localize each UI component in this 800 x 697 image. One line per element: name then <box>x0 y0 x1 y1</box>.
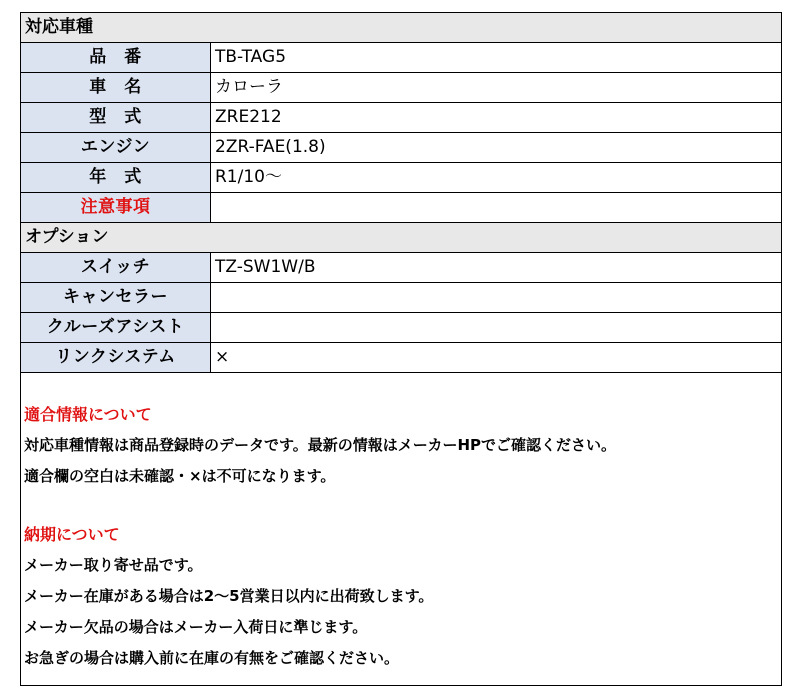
row-label-model-year: 年 式 <box>21 163 211 193</box>
row-label-engine: エンジン <box>21 133 211 163</box>
row-label-link-system: リンクシステム <box>21 343 211 373</box>
table-row <box>21 193 782 223</box>
row-value-notes <box>211 193 782 223</box>
spacer <box>24 492 774 519</box>
table-row <box>21 133 782 163</box>
table-row <box>21 283 782 313</box>
row-label-car-name: 車 名 <box>21 73 211 103</box>
delivery-line: メーカー取り寄せ品です。 <box>24 556 203 574</box>
row-label-canceller: キャンセラー <box>21 283 211 313</box>
row-value-engine: 2ZR-FAE(1.8) <box>211 133 782 163</box>
section-row-vehicle <box>21 13 782 43</box>
row-value-switch: TZ-SW1W/B <box>211 253 782 283</box>
section-title-options: オプション <box>21 223 782 253</box>
delivery-line: お急ぎの場合は購入前に在庫の有無をご確認ください。 <box>24 649 400 667</box>
row-value-model-code: ZRE212 <box>211 103 782 133</box>
table-row <box>21 43 782 73</box>
table-row <box>21 73 782 103</box>
section-title-vehicle: 対応車種 <box>21 13 782 43</box>
table-row <box>21 343 782 373</box>
section-row-options <box>21 223 782 253</box>
table-row <box>21 313 782 343</box>
row-value-part-number: TB-TAG5 <box>211 43 782 73</box>
compat-line: 適合欄の空白は未確認・×は不可になります。 <box>24 467 336 485</box>
row-value-cruise-assist <box>211 313 782 343</box>
delivery-heading: 納期について <box>24 525 120 544</box>
row-value-car-name: カローラ <box>211 73 782 103</box>
spec-table <box>20 12 782 373</box>
row-label-switch: スイッチ <box>21 253 211 283</box>
row-label-notes: 注意事項 <box>21 193 211 223</box>
delivery-line: メーカー欠品の場合はメーカー入荷日に準じます。 <box>24 618 368 636</box>
table-row <box>21 253 782 283</box>
row-value-canceller <box>211 283 782 313</box>
row-value-link-system: × <box>211 343 782 373</box>
delivery-line: メーカー在庫がある場合は2〜5営業日以内に出荷致します。 <box>24 587 434 605</box>
table-row <box>21 163 782 193</box>
row-label-model-code: 型 式 <box>21 103 211 133</box>
row-label-cruise-assist: クルーズアシスト <box>21 313 211 343</box>
row-value-model-year: R1/10〜 <box>211 163 782 193</box>
compat-line: 対応車種情報は商品登録時のデータです。最新の情報はメーカーHPでご確認ください。 <box>24 436 617 454</box>
compat-heading: 適合情報について <box>24 405 152 424</box>
row-label-part-number: 品 番 <box>21 43 211 73</box>
table-row <box>21 103 782 133</box>
notes-section <box>24 399 774 674</box>
